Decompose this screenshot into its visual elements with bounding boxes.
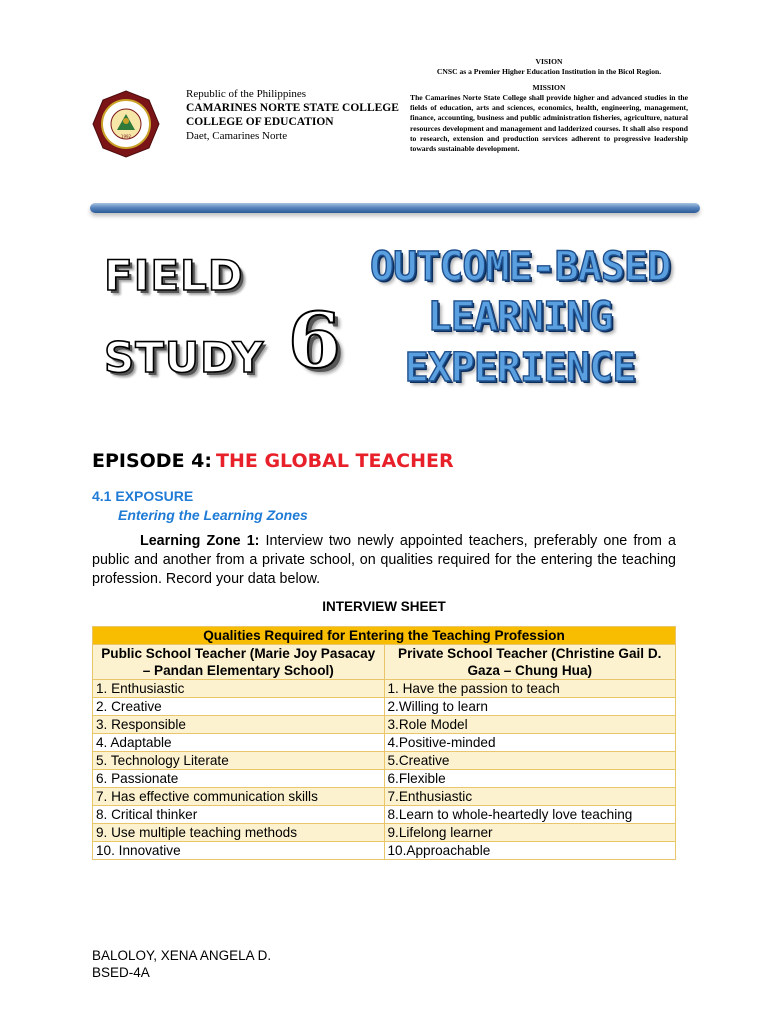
field-study-number: 6 [288, 296, 341, 385]
mission-title: MISSION [532, 82, 566, 92]
episode-heading [92, 450, 454, 472]
episode-label: EPISODE 4: [92, 450, 212, 472]
department-name: COLLEGE OF EDUCATION [186, 116, 334, 128]
private-quality: 7.Enthusiastic [384, 788, 676, 806]
qualities-table [92, 626, 676, 860]
public-quality: 10. Innovative [93, 842, 385, 860]
public-quality: 9. Use multiple teaching methods [93, 824, 385, 842]
republic-line: Republic of the Philippines [186, 88, 307, 100]
student-footer [92, 947, 271, 981]
learning-zone-paragraph [92, 532, 676, 589]
public-quality: 3. Responsible [93, 716, 385, 734]
public-quality: 6. Passionate [93, 770, 385, 788]
table-row [93, 770, 676, 788]
table-row [93, 734, 676, 752]
study-title: STUDY [104, 333, 265, 382]
table-row [93, 842, 676, 860]
private-quality: 9.Lifelong learner [384, 824, 676, 842]
vision-mission-block [410, 57, 688, 155]
header-divider [90, 203, 700, 213]
private-quality: 6.Flexible [384, 770, 676, 788]
public-quality: 8. Critical thinker [93, 806, 385, 824]
private-quality: 10.Approachable [384, 842, 676, 860]
public-quality: 7. Has effective communication skills [93, 788, 385, 806]
seal-year: 1992 [120, 134, 132, 139]
private-teacher-header: Private School Teacher (Christine Gail D. Gaza – Chung Hua) [384, 645, 676, 680]
public-quality: 1. Enthusiastic [93, 680, 385, 698]
private-quality: 8.Learn to whole-heartedly love teaching [384, 806, 676, 824]
public-quality: 4. Adaptable [93, 734, 385, 752]
public-teacher-header: Public School Teacher (Marie Joy Pasacay – Pandan Elementary School) [93, 645, 385, 680]
public-quality: 2. Creative [93, 698, 385, 716]
learning-zone-label: Learning Zone 1: [140, 533, 260, 549]
obl-title-line2: LEARNING [427, 294, 613, 340]
private-quality: 2.Willing to learn [384, 698, 676, 716]
learning-zones-subheading: Entering the Learning Zones [118, 507, 308, 523]
field-title: FIELD [104, 251, 244, 300]
episode-title: THE GLOBAL TEACHER [216, 450, 454, 472]
table-row [93, 680, 676, 698]
school-address: Daet, Camarines Norte [186, 130, 288, 142]
student-course: BSED-4A [92, 965, 150, 980]
table-row [93, 788, 676, 806]
exposure-heading: 4.1 EXPOSURE [92, 488, 194, 504]
obl-title-line1: OUTCOME-BASED [370, 244, 671, 290]
table-row [93, 824, 676, 842]
vision-text: CNSC as a Premier Higher Education Institution in the Bicol Region. [436, 67, 662, 77]
table-main-header: Qualities Required for Entering the Teaching Profession [93, 627, 676, 645]
school-header [186, 87, 399, 143]
private-quality: 1. Have the passion to teach [384, 680, 676, 698]
obl-title-line3: EXPERIENCE [404, 345, 636, 391]
table-row [93, 698, 676, 716]
table-row [93, 716, 676, 734]
college-name: CAMARINES NORTE STATE COLLEGE [186, 102, 399, 114]
college-seal-logo [92, 90, 160, 158]
vision-title: VISION [535, 57, 563, 66]
mission-text: The Camarines Norte State College shall provide higher and advanced studies in the fields of education, arts and sciences, economics, health, engineering, management, finance, accounting, business and public administration fisheries, agriculture, natural resources development and management and ladderized courses. It shall also respond to research, extension and production services adherent to progressive leadership towards sustainable development. [410, 92, 688, 154]
learning-zone-text: Interview two newly appointed teachers, preferably one from a public and another from a private school, on qualities required for the entering the teaching profession. Record your data below. [92, 533, 676, 587]
table-row [93, 752, 676, 770]
public-quality: 5. Technology Literate [93, 752, 385, 770]
student-name: BALOLOY, XENA ANGELA D. [92, 948, 272, 963]
private-quality: 5.Creative [384, 752, 676, 770]
interview-sheet-title: INTERVIEW SHEET [322, 599, 446, 614]
private-quality: 4.Positive-minded [384, 734, 676, 752]
private-quality: 3.Role Model [384, 716, 676, 734]
table-row [93, 806, 676, 824]
